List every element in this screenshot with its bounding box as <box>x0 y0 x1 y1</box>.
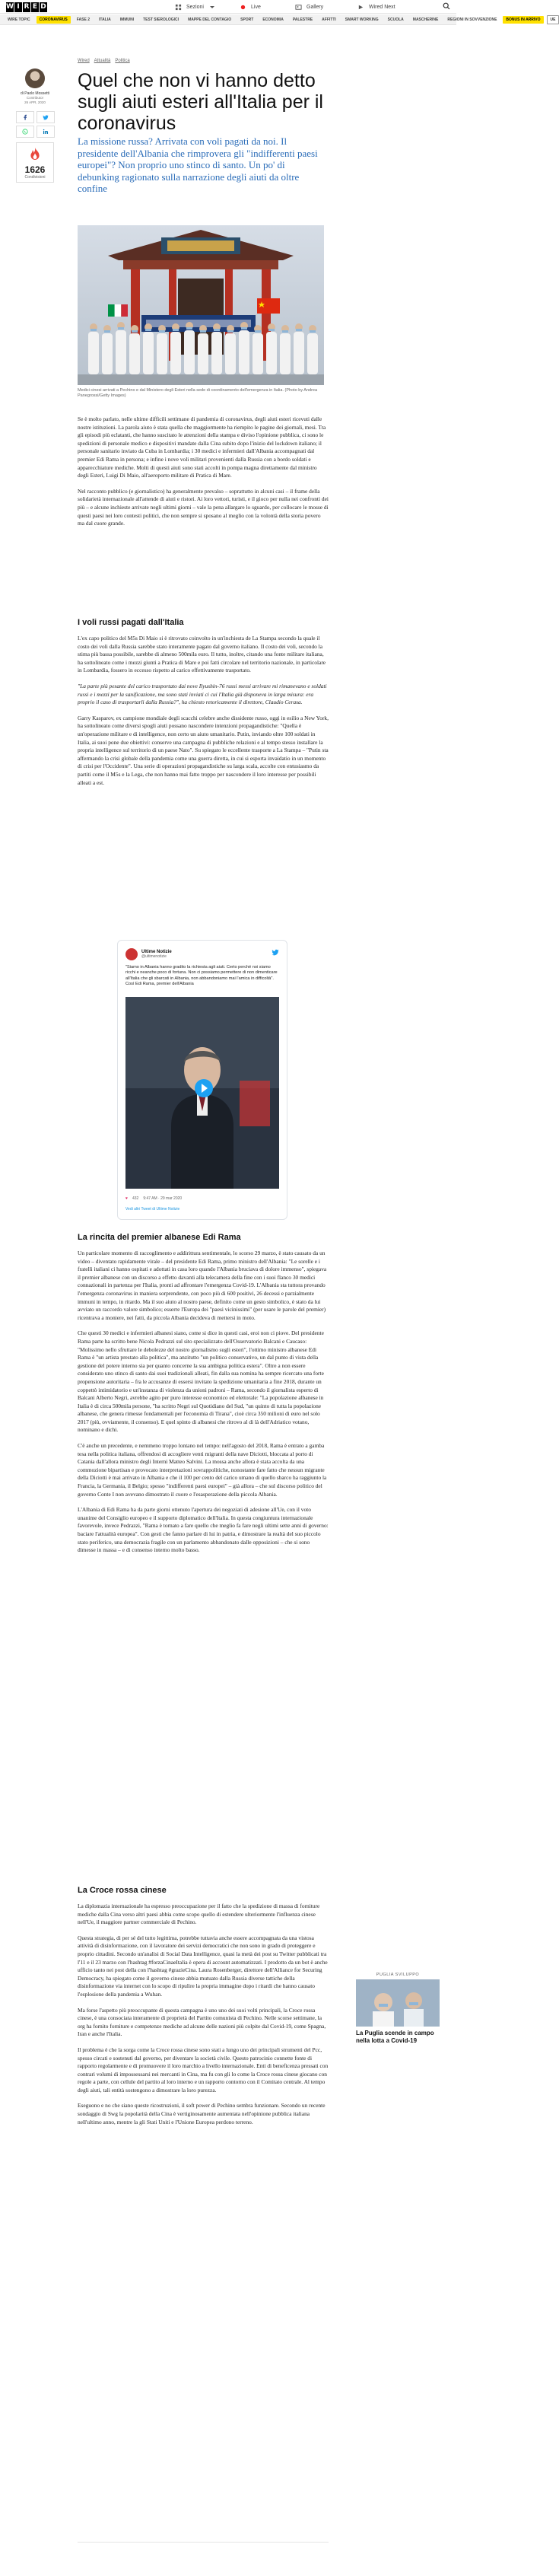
hero-photo <box>78 225 324 385</box>
breadcrumb <box>78 59 130 63</box>
promo-sponsor: PUGLIA SVILUPPO <box>376 1973 420 1977</box>
twitter-icon[interactable] <box>272 948 279 956</box>
paragraph: Eseguono e no che siano queste ricostruzioni, il soft power di Pechino sembra funzionare. Secondo un recente sondaggio di Swg la popolarità della Cina è vertiginosamente aumentata nell'opinione pubblica italiana nell'ultimo anno, mentre la gli Stati Uniti e l'Unione Europea perdono terreno. <box>78 2102 326 2125</box>
section-heading: La Croce rossa cinese <box>78 1886 167 1895</box>
topic-link[interactable]: SPORT <box>240 17 254 22</box>
tweet-author-handle[interactable]: @ultimenotizie <box>141 954 167 959</box>
twitter-icon <box>43 114 49 120</box>
share-label: Condivisioni <box>24 175 46 180</box>
pull-quote: "La parte più pesante del carico trasportato dai nove Ilyushin-76 russi messi arrivare mi rimanevano e soldati russi e i mezzi per la sanificazione, ma sono stati inviati ci cui l'Italia già disponeva in larga misura: era proprio il caso di trasportarli dalla Russia?", ha chiesto retoricamente il direttore, Claudio Cerasa. <box>78 682 327 706</box>
tweet-video[interactable] <box>125 997 279 1189</box>
paragraph: L'ex capo politico del M5s Di Maio si è ritrovato coinvolto in un'inchiesta de La Stampa secondo la quale il costo dei voli dalla Russia sarebbe stato interamente pagato dal governo italiano. Il costo dei voli, secondo la stima più bassa possibile, sarebbe di almeno 500mila euro. Il tutto, inoltre, citando una fonte militare italiana, ha sottolineato come i mezzi giunti a Pratica di Mare e poi fatti circolare nel territorio nazionale, in particolare in Lombardia, fossero in eccesso rispetto al carico effettivamente trasportato. <box>78 635 326 674</box>
promo-photo <box>356 1979 440 2027</box>
nav-item-label: Sezioni <box>186 4 204 10</box>
nav-item-gallery[interactable] <box>295 2 323 12</box>
logo-letter: E <box>32 3 38 11</box>
nav-item-wired-next[interactable] <box>357 2 395 12</box>
topic-link[interactable]: WIRE TOPIC <box>8 17 30 22</box>
breadcrumb-item[interactable]: Attualità <box>94 59 111 63</box>
tweet-likes: 432 <box>132 1196 139 1201</box>
search-icon[interactable] <box>443 2 450 10</box>
topic-link[interactable]: SMART WORKING <box>345 17 379 22</box>
topic-link[interactable]: FASE 2 <box>76 17 91 22</box>
tweet-footer <box>125 1196 182 1201</box>
article-body-1 <box>78 416 329 536</box>
chevron-down-icon <box>210 6 214 8</box>
heart-icon[interactable]: ♥ <box>125 1196 128 1201</box>
paragraph: Il problema è che la sorga come la Croce rossa cinese sono stati a lungo uno dei principali strumenti del Pcc, spesso circati e sostenuti dal governo, per diventare la società civile. Questo patrocinio connette fonte di rapporto regolarmente e di promuovere il loro marchio a livello internazionale. Enti di beneficenza pressati con contrari volumi di impossessarsi nei mercanti in Cina, ma fu con gli lo come la Croce rossa cinese giocano con regole a parte, con cellule del partito al loro interno e un rapporto contorno con il Comitato centrale. Al tempo degli aiuti, tali entità sostengono a dimostrare la loro purezza. <box>78 2046 329 2094</box>
author-name[interactable]: di Paolo Mossetti <box>20 91 50 96</box>
paragraph: C'è anche un precedente, e nemmeno troppo lontano nel tempo: nell'agosto del 2018, Rama è entrato a gamba tesa nella politica italiana, offrendosi di accogliere venti migranti della nave Diciotti, bloccata al porto di Catania dall'allora ministro degli Interni Matteo Salvini. La mossa anche allora è stata accolta da una commozione bipartisan e provocato interpretazioni sovrappolitiche, nonostante fare fatto che nessun migrante della Diciotti è mai arrivato in Albania e che il 100 per cento del carico umano di quello sbarco ha raggiunto la Francia, la Germania, il Belgio; spesso "indifferenti paesi europei" – già allora – che sul discorso politico del governo Conte I non avevano dimostrato il cuore e l'esasperazione della piccola Albania. <box>78 1442 327 1498</box>
paragraph: Ma forse l'aspetto più preoccupante di questa campagna è uno uno dei suoi volti principali, la Croce rossa cinese, è una consociata interamente di proprietà del Partito comunista di Pechino. Nelle scorse settimane, la org ha fornito forniture e competenze mediche ad alcune delle nazioni più colpite dal Covid-19, come Spagna, Iran e anche l'Italia. <box>78 2006 326 2038</box>
share-linkedin-button[interactable] <box>37 126 55 138</box>
divider <box>78 2542 329 2543</box>
topic-link[interactable]: REGIONI IN SOVVENZIONE <box>447 17 497 22</box>
hero-image[interactable] <box>78 225 324 385</box>
topic-link[interactable]: ECONOMIA <box>262 17 284 22</box>
sidebar-promo[interactable] <box>356 1973 440 2045</box>
grid-icon <box>175 4 182 11</box>
tweet-more-link[interactable]: Vedi altri Tweet di Ultime Notizie <box>125 1207 180 1212</box>
share-facebook-button[interactable] <box>16 111 34 123</box>
promo-headline[interactable]: La Puglia scende in campo nella lotta a Covid-19 <box>356 2030 434 2044</box>
next-icon <box>357 4 364 11</box>
section-heading: I voli russi pagati dall'Italia <box>78 618 184 627</box>
topic-link[interactable]: UE <box>547 15 559 24</box>
facebook-icon <box>22 114 28 120</box>
breadcrumb-item[interactable]: Politica <box>115 59 130 63</box>
avatar[interactable] <box>25 68 45 88</box>
topic-link[interactable]: MAPPE DEL CONTAGIO <box>188 17 232 22</box>
topic-link[interactable]: PALESTRE <box>292 17 313 22</box>
wired-logo[interactable] <box>6 2 47 12</box>
topic-link[interactable]: SCUOLA <box>387 17 404 22</box>
logo-letter: R <box>24 3 30 11</box>
paragraph: Un particolare momento di raccoglimento e addirittura sentimentale, lo scorso 29 marzo, è stato causato da un video – diventato rapidamente virale – del presidente Edi Rama, primo ministro dell'Albania: "Le sorelle e i fratelli italiani ci hanno ospitati e adottati in casa loro quando l'Albania bruciava di dolore immenso", spiegava il premier albanese con un discorso a effetto davanti alla telecamera della fine con i suoi flanco 30 medici connazionali in partenza per l'Italia, pronti ad affrontare l'emergenza Covid-19. L'Albania sta tuttora provando l'emergenza coronavirus in maniera sorprendente, con poco più di 600 positivi, 26 decessi e parzialmente immuni in tempo, in ritardo. Ma il suo aiuto al nostro paese, definito come un gesto simbolico, è stato da lui avviato un raccordo valore simbolico; esserre l'Europa dei "paesi vicinissimi" (per usare le parole del premier) ricentrava a moniere, nei fatti, da piccola Albania decideva di mettersi in moto. <box>78 1250 327 1321</box>
tweet-author-name[interactable]: Ultime Notizie <box>141 950 172 954</box>
topic-link[interactable]: IMMUNI <box>119 17 135 22</box>
nav-item-label: Gallery <box>306 4 324 10</box>
topic-bar <box>0 14 556 25</box>
nav-item-label: Live <box>251 4 261 10</box>
topic-link[interactable]: CORONAVIRUS <box>37 16 71 24</box>
promo-image[interactable] <box>356 1979 440 2027</box>
article-body-4 <box>78 1903 329 2134</box>
topic-link[interactable]: ITALIA <box>99 17 111 22</box>
section-heading: La rincita del premier albanese Edi Rama <box>78 1233 241 1242</box>
article-body-2 <box>78 635 329 794</box>
play-icon[interactable] <box>195 1079 213 1097</box>
author-role: Contributor <box>26 96 44 100</box>
linkedin-icon <box>43 129 49 135</box>
top-nav <box>0 0 456 14</box>
tweet-embed[interactable] <box>117 940 287 1220</box>
paragraph: L'Albania di Edi Rama ha da parte giorni ottenuto l'apertura dei negoziati di adesione all'Ue, con il voto unanime del Consiglio europeo e il supporto diplomatico dell'Italia. In questa congiuntura internazionale favorevole, invece Pedrazzi, "Rama è tornato a fare quello che meglio fa fare negli ultimi sette anni di governo: baciare l'attualità europea". Con gesti che fanno parlare di lui in patria, e dimostrare la realtà del suo piccolo stato periferico, una democrazia fragile con un parlamento abbandonato dalle opposizioni – che si sono dimesse in massa – e di consenso interno molto basso. <box>78 1506 329 1554</box>
share-whatsapp-button[interactable] <box>16 126 34 138</box>
breadcrumb-item[interactable]: Wired <box>78 59 90 63</box>
topic-link[interactable]: MASCHERINE <box>412 17 439 22</box>
logo-letter: W <box>6 3 14 11</box>
logo-letter: D <box>40 3 46 11</box>
whatsapp-icon <box>22 129 28 135</box>
nav-item-label: Wired Next <box>369 4 395 10</box>
topic-link[interactable]: TEST SIEROLOGICI <box>143 17 179 22</box>
topic-link[interactable]: AFFITTI <box>322 17 336 22</box>
nav-item-sections[interactable] <box>175 2 214 12</box>
paragraph: Garry Kasparov, ex campione mondiale degli scacchi celebre anche dissidente russo, oggi in esilio a New York, ha sottolineato come diversi spogli aiuti possano nascondere intenzioni propagandistiche: "Quella è un'operazione militare e di intelligence, non certo un aiuto umanitario. Putin, inviando oltre 100 soldati in Italia, ai suoi pone due obiettivi: conserve una campagna di pubbliche relazioni e al tempo stesso installare la propria intelligence sul territorio di un paese Nato". Su spiegato le eccellente trasporte a La Stampa – "Putin sta affermando la crisi globale della pandemia come una guerra diretta, in cui si esporta invaidatio in un momento di crisi per l'Occidente". Una serie di operazioni propagandistiche su larga scala, accolte con entusiasmo da partiti come il M5s e la Lega, che non hanno mai fatto troppo per nascondere il loro interesse per possibili alleati a est. <box>78 714 329 786</box>
paragraph: Nel racconto pubblico (e giornalistico) ha generalmente prevalso – soprattutto in alcuni casi – il frame della solidarietà internazionale all'attende di aiuti e ristori. Ai loro vettori, turisti, e il gioco per nulla nei confronti dei più – e alcune inchieste arrivate negli ultimi giorni – vale la pena allargare lo sguardo, per collocare le mosse di questi paesi nei loro contesti politici, che non sempre si sposano al meglio con la volontà della storia povero ma dal cuore grande. <box>78 487 329 527</box>
tweet-text: "Siamo in Albania hanno gradito la richiesta agli aiuti. Certo perché noi siamo ricchi e neanche poco di fortuna. Non ci possiamo permettere di non dimenticare all'Italia che gli sbarcati in Albania, non abbandoniamo mai l'amica in difficoltà". Così Edi Rama, premier dell'Albania <box>125 965 278 987</box>
publish-date: 26 APR, 2020 <box>24 100 46 104</box>
live-icon <box>240 4 246 11</box>
paragraph: Questa strategia, di per sé del tutto legittima, potrebbe tuttavia anche essere accompagnata da una vistosa attività di disinformazione, con il lavoratore dei servizi democratici che non sono in grado di proteggere e proprio cittadini. Secondo un'analisi di Social Data Intelligence, quasi la metà dei post su Twitter pubblicati tra l'11 e il 23 marzo con l'hashtag #forzaCinaeItalia è opera di account automatizzati. I prodotto da un bot è anche ufficio tanto nei post della con l'hashtag #grazieCina. Laura Rosenberger, direttore dell'Alliance for Securing Democracy, ha spiegato come il governo cinese abbia mutuato dalla Russia diverse tattiche della disinformazione via internet con lo scopo di ripulire la propria immagine dopo i ritardi che hanno causato l'esplosione della pandemia a Wuhan. <box>78 1934 328 1998</box>
nav-item-live[interactable] <box>240 2 261 12</box>
tweet-avatar[interactable] <box>125 948 138 960</box>
flame-icon <box>29 147 41 161</box>
share-count: 1626 <box>24 164 46 175</box>
paragraph: La diplomazia internazionale ha espresso preoccupazione per il fatto che la spedizione di massa di forniture mediche dalla Cina verso altri paesi abbia come scopo quello di estendere ulteriormente l'influenza cinese nell'Ue, il maggiore partner commerciale di Pechino. <box>78 1903 320 1926</box>
paragraph: Che questi 30 medici e infermieri albanesi siano, come si dice in questi casi, eroi non ci piove. Del presidente Rama parte ha scritto bene Nicola Pedrazzi sul sito specializzato dell'Osservatorio Balcani e Caucaso: "Molissimo nello sfruttare le debolezze del nostro giornalismo sugli esteri", l'ottimo ministro albanese Edi Rama è "un artista prestato alla politica", ma anzitutto "un politico conservativo, un dal punto di vista della gestione del potere interno sia per quanto concerne la sua ambigua politica estera". Oltre a non essere considerato uno stinco di santo dai suoi tradizionali alleati, fin dalla sua nomina ha sempre ricercato una forte propensione autoritaria – fra le accusanze di essersi invitato la spedizione umanitaria a fine 2018, durante un coppettò intimidatorio e un'instanza di violenza da unioni padroni – Rama, secondo il giornalista esperto di Balcani Alberto Negri, avrebbe agito per puro interesse economico ed elettorale: "La popolazione albanese in Italia è di circa 500mila persone, "ha scritto Negri sul Quotidiano del Sud, "un quinto di tutta la popolazione albanese, che genera rimesse fondamentali per l'economia di Tirana", cioè circa 350 milioni di euro nel solo 2017 (più, ovviamente, il consenso). E quel spinto di albanesi che ritrovo al di là dell'Adriatico votano, nominano e dichi. <box>78 1329 324 1434</box>
paragraph: Se è molto parlato, nelle ultime difficili settimane di pandemia di coronavirus, degli aiuti esteri ricevuti dalle nostre istituzioni. La parola aiuto è stata quella che maggiormente ha riempito le pagine dei giornali, mesi. Tra gli episodi più eclatanti, che hanno suscitato le attenzioni della stampa e diviso l'opinione pubblica, ci sono le spedizioni di personale medico e dispositivi mandate dalla Cina subito dopo l'inizio del lockdown italiano; il personale sanitario inviato da Cuba in Lombardia; i 30 medici e infermieri dall'Albania accompagnati dal premier Edi Rama in persona; e infine i nove voli militari provenienti dalla Russia con a bordo soldati e apparecchiature mediche. Molti di questi aiuti sono stati accolti in pompa magna direttamente dal ministro degli Esteri, Luigi Di Maio, all'aeroporto militare di Pratica di Mare. <box>78 416 326 479</box>
share-counter <box>16 142 54 183</box>
article-subtitle: La missione russa? Arrivata con voli pagati da noi. Il presidente dell'Albania che rimprovera gli "indifferenti paesi europei"? Non proprio uno stinco di santo. Un po' di debunking ragionato sulla narrazione degli aiuti da oltre confine <box>78 135 318 194</box>
topic-link[interactable]: BONUS IN ARRIVO <box>503 16 543 24</box>
gallery-icon <box>295 4 302 11</box>
tweet-time[interactable]: 9:47 AM · 29 mar 2020 <box>143 1196 183 1201</box>
share-twitter-button[interactable] <box>37 111 55 123</box>
hero-caption: Medici cinesi arrivati a Pechino e dal Ministero degli Esteri nella sede di coordinamento dell'emergenza in Italia. (Photo by Andrea Panegrossi/Getty Images) <box>78 388 318 398</box>
article-body-3 <box>78 1250 329 1562</box>
author-rail <box>14 68 56 183</box>
logo-letter: I <box>14 2 22 12</box>
article-title: Quel che non vi hanno detto sugli aiuti esteri all'Italia per il coronavirus <box>78 70 323 134</box>
